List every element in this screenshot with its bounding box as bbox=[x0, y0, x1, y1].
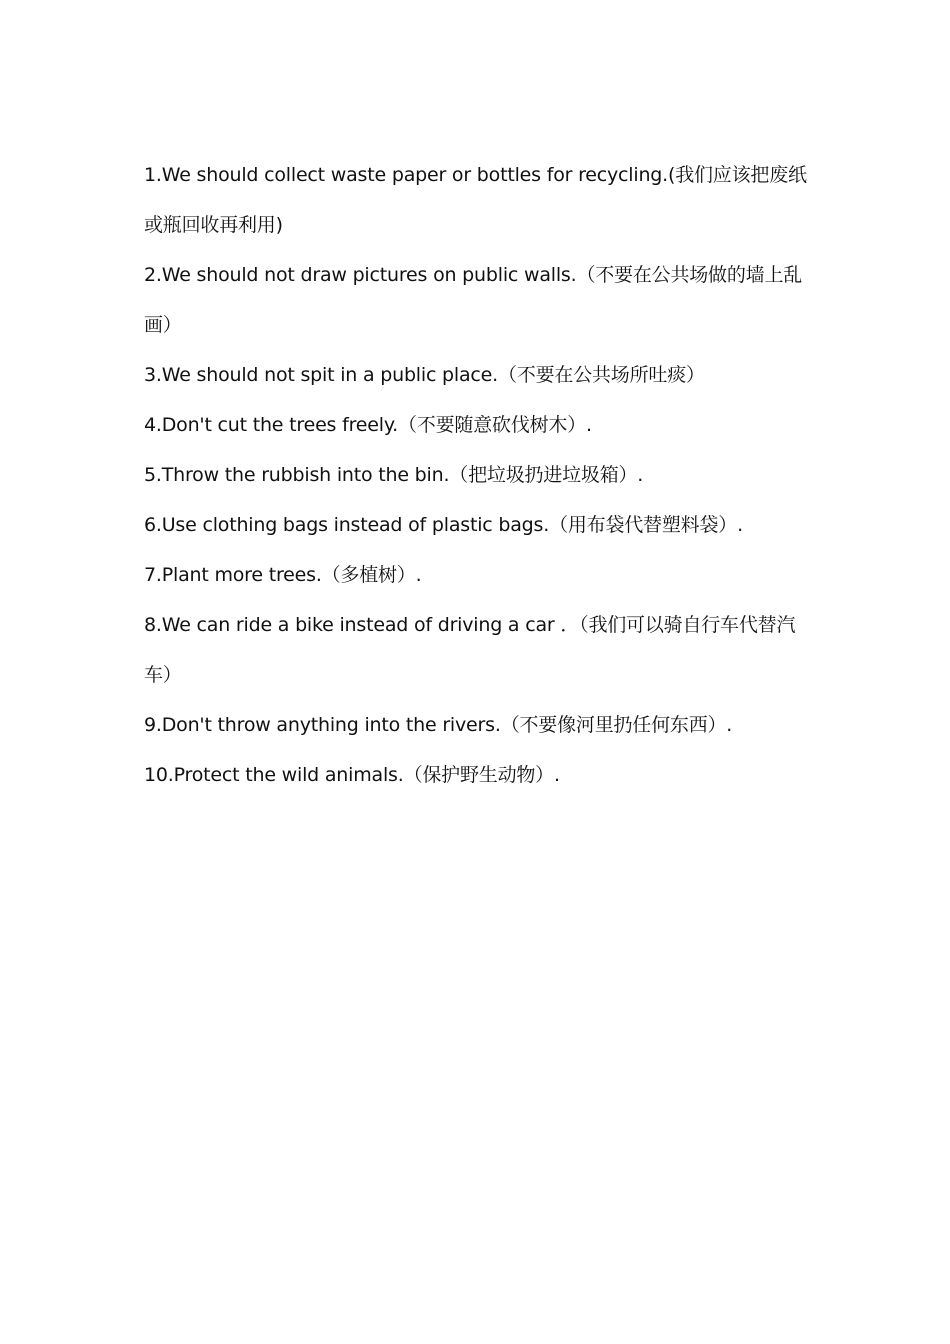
list-item: 10.Protect the wild animals.（保护野生动物）. bbox=[144, 764, 560, 786]
list-item: 8.We can ride a bike instead of driving a car ．（我们可以骑自行车代替汽车） bbox=[144, 614, 796, 686]
list-item: 5.Throw the rubbish into the bin.（把垃圾扔进垃圾箱）. bbox=[144, 464, 644, 486]
list-item: 2.We should not draw pictures on public walls.（不要在公共场做的墙上乱画） bbox=[144, 264, 803, 336]
list-item: 7.Plant more trees.（多植树）. bbox=[144, 564, 422, 586]
list-item: 4.Don't cut the trees freely.（不要随意砍伐树木）. bbox=[144, 414, 592, 436]
list-item: 9.Don't throw anything into the rivers.（不要像河里扔任何东西）. bbox=[144, 714, 733, 736]
list-item: 6.Use clothing bags instead of plastic bags.（用布袋代替塑料袋）. bbox=[144, 514, 743, 536]
list-item: 3.We should not spit in a public place.（不要在公共场所吐痰） bbox=[144, 364, 705, 386]
list-item: 1.We should collect waste paper or bottles for recycling.(我们应该把废纸或瓶回收再利用) bbox=[144, 164, 807, 236]
document-page bbox=[144, 150, 809, 800]
